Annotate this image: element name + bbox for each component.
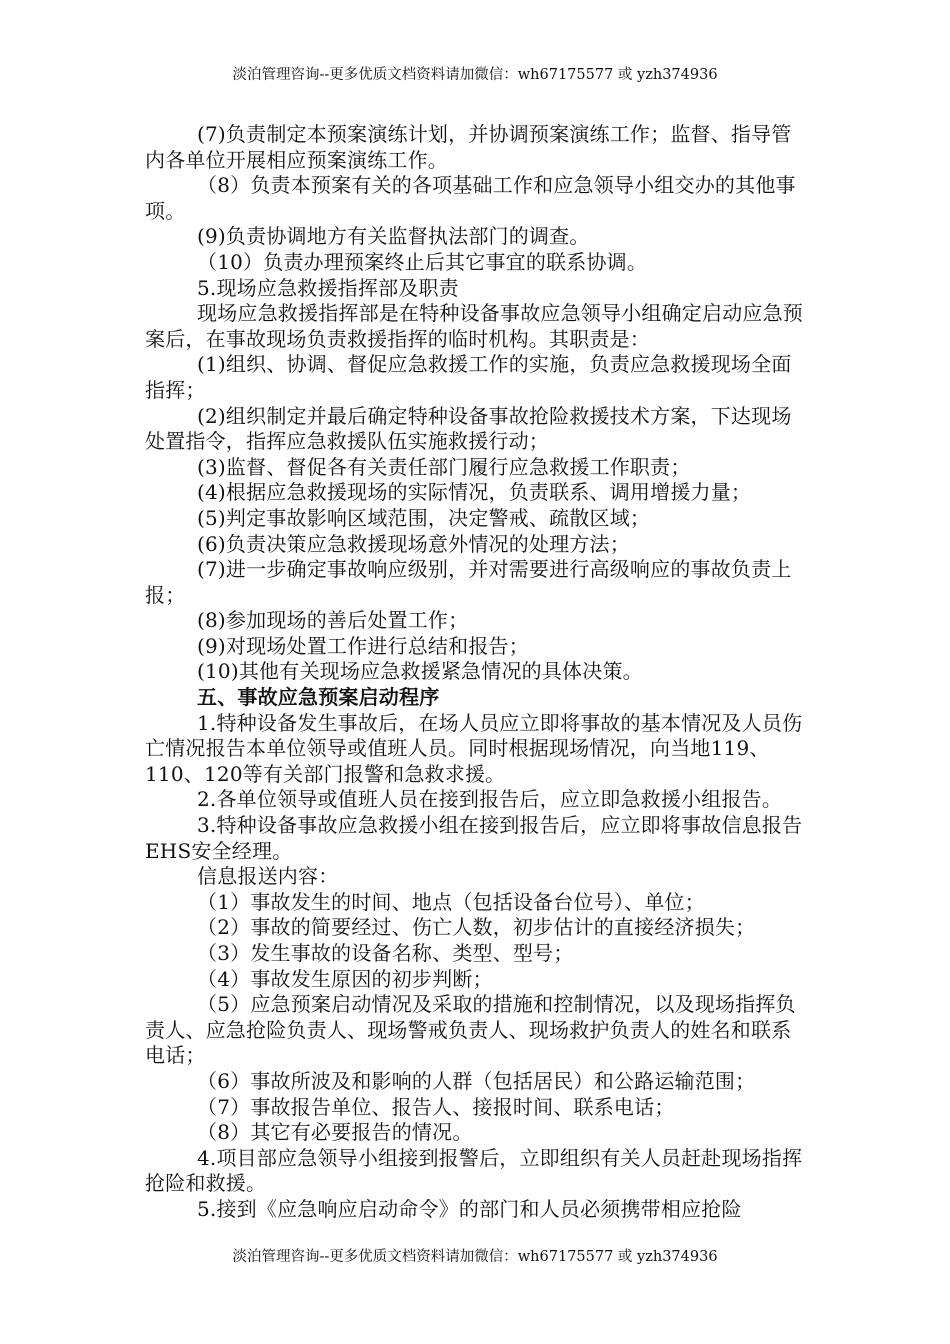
paragraph: 2.各单位领导或值班人员在接到报告后，应立即急救援小组报告。	[197, 787, 783, 812]
paragraph: (6)负责决策应急救援现场意外情况的处理方法；	[197, 531, 630, 556]
paragraph: (10)其他有关现场应急救援紧急情况的具体决策。	[197, 659, 643, 684]
paragraph: (9)对现场处置工作进行总结和报告；	[197, 633, 529, 658]
paragraph: (4)根据应急救援现场的实际情况，负责联系、调用增援力量；	[197, 480, 752, 505]
section-heading: 五、事故应急预案启动程序	[197, 685, 440, 710]
document-body	[145, 122, 807, 1223]
paragraph: （6）事故所波及和影响的人群（包括居民）和公路运输范围；	[197, 1068, 756, 1093]
page-header: 淡泊管理咨询--更多优质文档资料请加微信：wh67175577 或 yzh374936	[232, 67, 718, 83]
paragraph: （7）事故报告单位、报告人、接报时间、联系电话；	[197, 1094, 675, 1119]
page-footer: 淡泊管理咨询--更多优质文档资料请加微信：wh67175577 或 yzh374936	[232, 1249, 718, 1265]
paragraph: (3)监督、督促各有关责任部门履行应急救援工作职责；	[197, 454, 691, 479]
paragraph: （8）其它有必要报告的情况。	[197, 1120, 473, 1145]
paragraph: （3）发生事故的设备名称、类型、型号；	[197, 941, 574, 965]
paragraph: (7)负责制定本预案演练计划，并协调预案演练工作；监督、指导管内各单位开展相应预案演练工作。	[145, 122, 792, 172]
paragraph: （4）事故发生原因的初步判断；	[197, 966, 493, 991]
paragraph: 5.接到《应急响应启动命令》的部门和人员必须携带相应抢险	[197, 1196, 742, 1221]
paragraph: （8）负责本预案有关的各项基础工作和应急领导小组交办的其他事项。	[145, 173, 796, 223]
paragraph: (7)进一步确定事故响应级别，并对需要进行高级响应的事故负责上报；	[145, 557, 792, 607]
paragraph: 5.现场应急救援指挥部及职责	[197, 275, 459, 300]
paragraph: 现场应急救援指挥部是在特种设备事故应急领导小组确定启动应急预案后，在事故现场负责救援指挥的临时机构。其职责是：	[145, 301, 803, 351]
paragraph: (2)组织制定并最后确定特种设备事故抢险救援技术方案，下达现场处置指令，指挥应急救援队伍实施救援行动；	[145, 403, 792, 454]
paragraph: 4.项目部应急领导小组接到报警后，立即组织有关人员赶赴现场指挥抢险和救援。	[145, 1145, 803, 1196]
paragraph: 信息报送内容：	[197, 864, 339, 889]
paragraph: 1.特种设备发生事故后，在场人员应立即将事故的基本情况及人员伤亡情况报告本单位领导或值班人员。同时根据现场情况，向当地119、110、120等有关部门报警和急救求援。	[145, 710, 803, 786]
paragraph: （10）负责办理预案终止后其它事宜的联系协调。	[197, 249, 648, 274]
paragraph: (9)负责协调地方有关监督执法部门的调查。	[197, 224, 590, 249]
paragraph: (8)参加现场的善后处置工作；	[197, 608, 469, 633]
paragraph: 3.特种设备事故应急救援小组在接到报告后，应立即将事故信息报告EHS安全经理。	[145, 813, 803, 863]
paragraph: （2）事故的简要经过、伤亡人数，初步估计的直接经济损失；	[197, 915, 756, 940]
paragraph: (5)判定事故影响区域范围，决定警戒、疏散区域；	[197, 505, 651, 530]
paragraph: （1）事故发生的时间、地点（包括设备台位号）、单位；	[197, 889, 705, 914]
paragraph: （5）应急预案启动情况及采取的措施和控制情况，以及现场指挥负责人、应急抢险负责人、现场警戒负责人、现场救护负责人的姓名和联系电话；	[145, 992, 796, 1068]
paragraph: (1)组织、协调、督促应急救援工作的实施，负责应急救援现场全面指挥；	[145, 352, 792, 402]
